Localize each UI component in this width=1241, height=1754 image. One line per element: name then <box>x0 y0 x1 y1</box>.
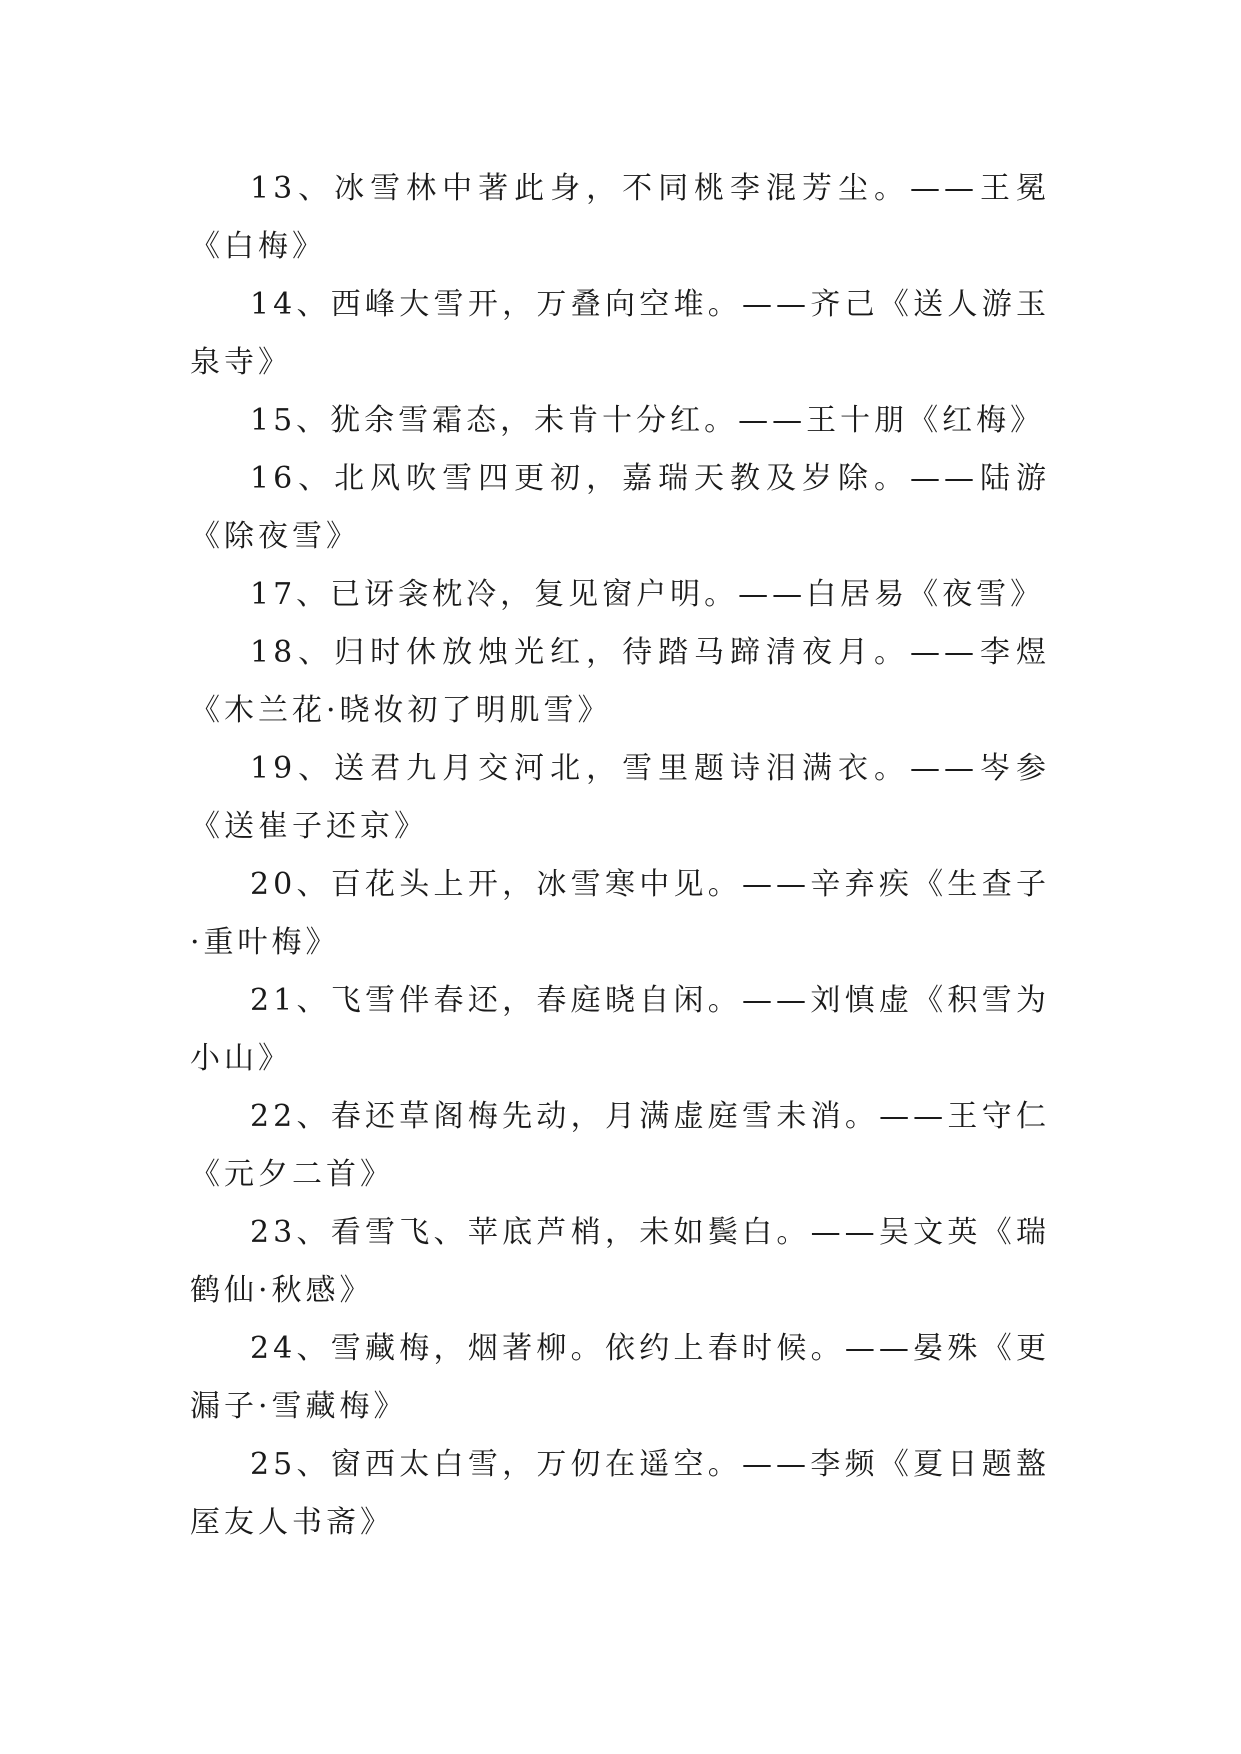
poem-entry-20: 20、百花头上开，冰雪寒中见。——辛弃疾《生查子·重叶梅》 <box>190 867 1050 960</box>
poem-entry-25: 25、窗西太白雪，万仞在遥空。——李频《夏日题盩厔友人书斋》 <box>190 1447 1050 1540</box>
poem-entry-23: 23、看雪飞、苹底芦梢，未如鬓白。——吴文英《瑞鹤仙·秋感》 <box>190 1215 1050 1308</box>
poem-entry-22: 22、春还草阁梅先动，月满虚庭雪未消。——王守仁《元夕二首》 <box>190 1099 1050 1192</box>
poem-entry-17: 17、已讶衾枕冷，复见窗户明。——白居易《夜雪》 <box>250 577 1045 612</box>
poem-entry-15: 15、犹余雪霜态，未肯十分红。——王十朋《红梅》 <box>250 403 1045 438</box>
poem-entry-16: 16、北风吹雪四更初，嘉瑞天教及岁除。——陆游《除夜雪》 <box>190 461 1050 554</box>
poem-entry-18: 18、归时休放烛光红，待踏马蹄清夜月。——李煜《木兰花·晓妆初了明肌雪》 <box>190 635 1050 728</box>
poem-entry-14: 14、西峰大雪开，万叠向空堆。——齐己《送人游玉泉寺》 <box>190 287 1050 380</box>
poem-entry-24: 24、雪藏梅，烟著柳。依约上春时候。——晏殊《更漏子·雪藏梅》 <box>190 1331 1050 1424</box>
poem-entry-19: 19、送君九月交河北，雪里题诗泪满衣。——岑参《送崔子还京》 <box>190 751 1050 844</box>
poem-entry-13: 13、冰雪林中著此身，不同桃李混芳尘。——王冕《白梅》 <box>190 171 1050 264</box>
poem-list <box>190 160 1050 1552</box>
poem-entry-21: 21、飞雪伴春还，春庭晓自闲。——刘慎虚《积雪为小山》 <box>190 983 1050 1076</box>
